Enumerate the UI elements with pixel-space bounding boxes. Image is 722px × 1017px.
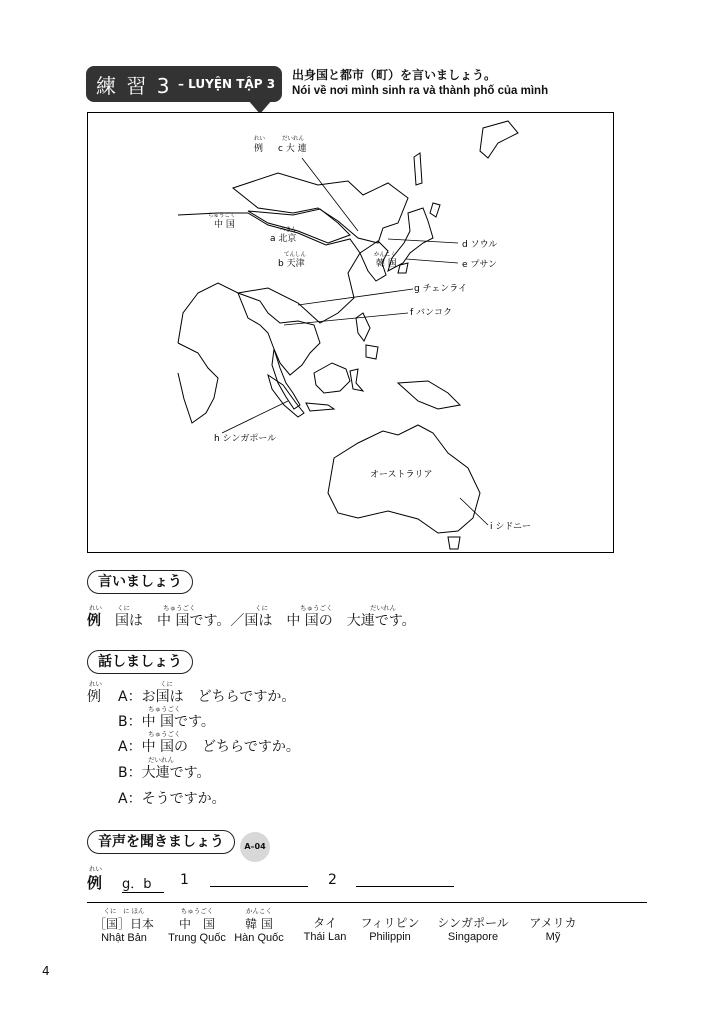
say-ruby-2: ちゅうごく [163,604,196,612]
talk-ruby-1: くに [160,680,173,688]
exercise-label: – LUYỆN TẬP 3 [178,77,276,91]
map-china: 中 国 [214,220,235,230]
footer-item-5 [428,906,518,943]
footer-item-6 [520,906,586,943]
map-tianjin: b 天津 [278,259,305,269]
footer-jp: 中 国 [178,917,215,931]
map-figure [88,113,613,552]
talk-line-4: B：大連です。 [118,765,211,781]
footer-jp: アメリカ [529,916,577,930]
talk-line-3: A：中 国の どちらですか。 [118,739,300,755]
talk-ruby-4: だいれん [148,756,174,764]
say-ex-ruby: れい [89,604,102,612]
footer-ruby: くに に ほん [103,907,145,915]
say-ruby-1: くに [117,604,130,612]
map-dalian: c 大 連 [278,144,307,154]
asia-map [87,112,614,553]
footer-ruby: かんこく [246,907,272,915]
china-ruby: ちゅうごく [208,213,236,219]
footer-ruby [352,906,428,914]
listen-ex-ruby: れい [89,865,102,873]
map-australia: オーストラリア [370,470,433,480]
map-seoul: d ソウル [462,240,498,250]
map-singapore: h シンガポール [214,434,277,444]
map-chiangrai: g チェンライ [414,284,468,294]
say-ruby-3: くに [255,604,268,612]
footer-ruby [428,906,518,914]
footer-item-0 [84,906,164,944]
footer-ruby: ちゅうごく [180,907,214,915]
talk-ruby-2: ちゅうごく [148,705,181,713]
map-busan: e プサン [462,260,497,270]
tianjin-ruby: てんしん [284,252,307,258]
footer-item-2 [226,906,292,944]
footer-item-4 [352,906,428,943]
instruction-vi: Nói về nơi mình sinh ra và thành phố của mình [292,85,549,97]
talk-ex: 例 [87,689,101,705]
footer-vi: Mỹ [545,931,561,943]
map-sydney: i シドニー [490,522,532,532]
footer-divider [87,902,647,903]
example-ans-ruby: だいれん [282,136,305,142]
exercise-badge [86,66,282,102]
footer-ruby [520,906,586,914]
instruction-jp: 出身国と都市（町）を言いましょう。 [292,68,497,82]
footer-vi: Singapore [447,931,499,943]
footer-vi: Hàn Quốc [234,932,284,944]
exercise-number: 練 習 3 [96,74,172,98]
say-ruby-4: ちゅうごく [300,604,333,612]
footer-item-3 [294,906,356,943]
say-header: 言いましょう [87,570,193,594]
listen-ex: 例 [87,874,103,892]
say-line: 国は 中 国です。／国は 中 国の 大連です。 [115,613,416,629]
footer-jp: フィリピン [360,916,420,930]
footer-jp: ［国］日本 [93,917,154,931]
answer-line-2[interactable] [356,886,454,887]
footer-jp: シンガポール [437,916,509,930]
talk-header: 話しましょう [87,650,193,674]
talk-line-2: B：中 国です。 [118,714,215,730]
page-number: 4 [42,964,50,978]
listen-header: 音声を聞きましょう [87,830,235,854]
footer-vi: Trung Quốc [168,932,226,944]
beijing-ruby: ぺきん [280,227,297,233]
map-bangkok: f バンコク [410,308,453,318]
talk-ruby-3: ちゅうごく [148,730,181,738]
cd-icon[interactable]: A–04 [240,832,270,862]
map-example: 例 [254,144,264,154]
map-korea: 韓 国 [376,259,397,269]
coastlines [178,121,518,549]
talk-ex-ruby: れい [89,680,102,688]
footer-ruby [294,906,356,914]
talk-line-5: A：そうですか。 [118,791,226,807]
answer-line-1[interactable] [210,886,308,887]
say-ruby-5: だいれん [370,604,396,612]
talk-line-1: A：お国は どちらですか。 [118,689,296,705]
example-ruby: れい [254,136,266,142]
footer-vi: Philippin [369,931,411,943]
footer-jp: タイ [313,916,337,930]
pointer-lines [222,158,488,525]
footer-vi: Thái Lan [303,931,347,943]
korea-ruby: かんこく [374,252,397,258]
listen-ex-answer: g．b [122,873,164,893]
say-ex: 例 [87,613,101,629]
footer-item-1 [158,906,236,944]
listen-n1: 1 [180,872,189,888]
footer-vi: Nhật Bản [101,932,147,944]
map-beijing: a 北京 [270,234,297,244]
listen-n2: 2 [328,872,337,888]
footer-jp: 韓 国 [245,917,273,931]
